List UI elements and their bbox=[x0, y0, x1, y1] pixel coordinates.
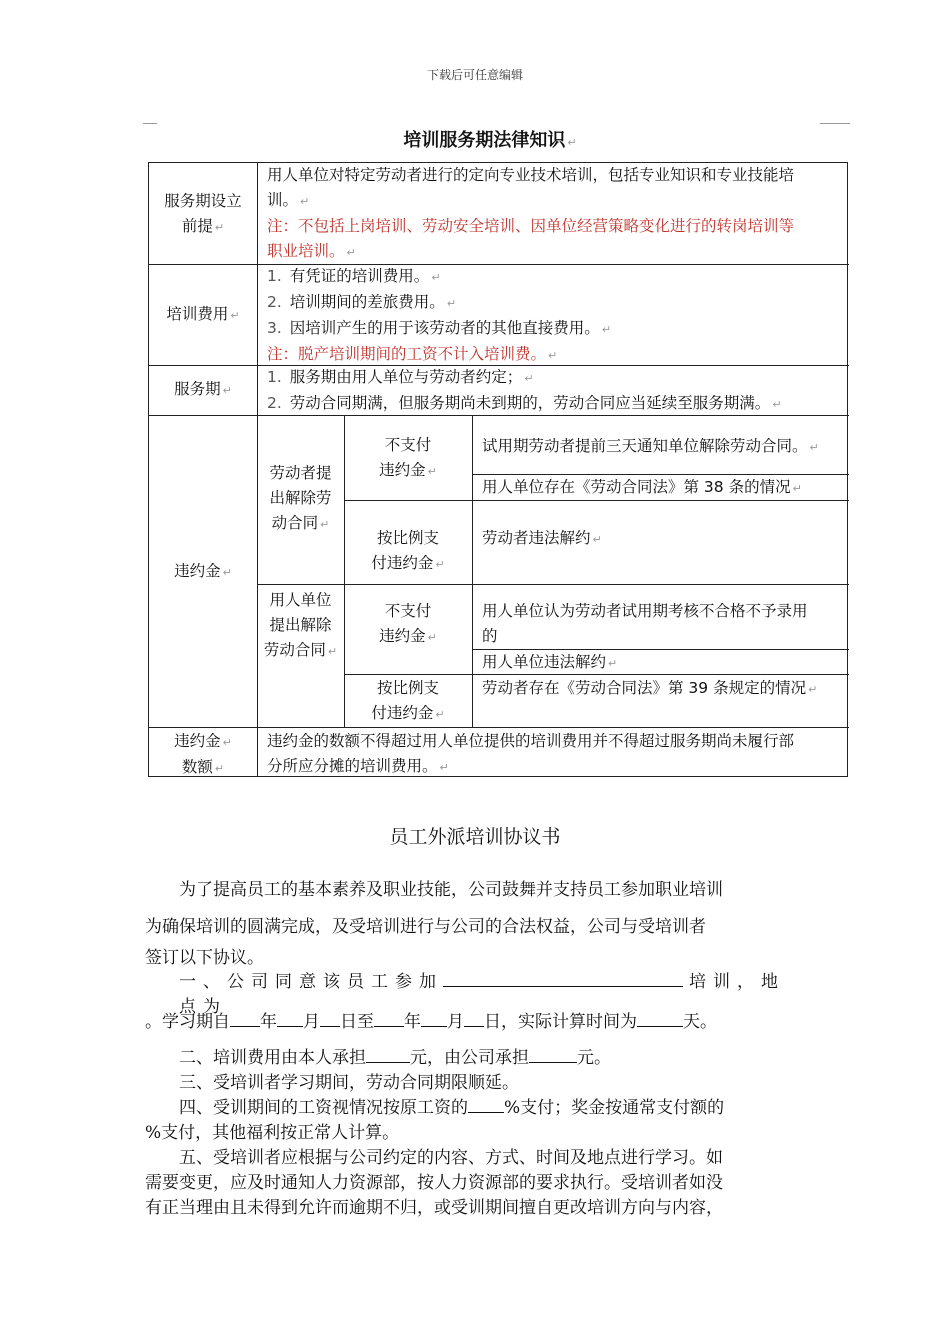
blank-end-month[interactable] bbox=[421, 1012, 447, 1027]
employee-no-pay-case-1: 试用期劳动者提前三天通知单位解除劳动合同。 ↵ bbox=[482, 437, 819, 455]
penalty-label: 违约金 ↵ bbox=[174, 562, 232, 580]
list-item: 1. 服务期由用人单位与劳动者约定； ↵ bbox=[267, 368, 534, 386]
blank-total-days[interactable] bbox=[637, 1012, 683, 1027]
blank-start-month[interactable] bbox=[277, 1012, 303, 1027]
amount-label: 违约金 ↵ 数额 ↵ bbox=[174, 732, 232, 776]
list-item: 2. 培训期间的差旅费用。 ↵ bbox=[267, 293, 457, 311]
employer-terminates-label: 用人单位 提出解除 劳动合同 ↵ bbox=[263, 591, 338, 659]
blank-start-day[interactable] bbox=[320, 1012, 340, 1027]
employer-prop-pay-label: 按比例支 付违约金 ↵ bbox=[371, 679, 445, 722]
blank-company-cost[interactable] bbox=[529, 1048, 577, 1063]
service-period-content bbox=[267, 365, 847, 417]
employer-no-pay-label: 不支付 违约金 ↵ bbox=[379, 602, 437, 645]
cost-label: 培训费用 ↵ bbox=[166, 305, 240, 323]
employer-prop-pay-case: 劳动者存在《劳动合同法》第 39 条规定的情况 ↵ bbox=[482, 679, 818, 697]
employer-no-pay-case-1: 用人单位认为劳动者试用期考核不合格不予录用 的 bbox=[482, 602, 808, 645]
clauses-2-4: 二、培训费用由本人承担 元，由公司承担 元。 三、受培训者学习期间，劳动合同期限顺延。 四、受训期间的工资视情况按原工资的 %支付；奖金按通常支付额的 %支付，其他福利按正常人计算。 五、受培训者应根据与公司约定的内容、方式、时间及地点进行学习。如 需要变更，应及时通知人力资源部，按人力资源部的要求执行。受培训者如没 有正当理由且未得到允许而逾期不归，或受训期间擅自更改培训方向与内容， bbox=[145, 1048, 725, 1218]
service-period-label: 服务期 ↵ bbox=[174, 380, 232, 398]
employee-no-pay-label: 不支付 违约金 ↵ bbox=[379, 436, 437, 479]
blank-training-name[interactable] bbox=[443, 972, 683, 987]
employee-terminates-label: 劳动者提 出解除劳 动合同 ↵ bbox=[269, 464, 332, 532]
clause-1: 一、公司同意该员工参加 培训，地点为 bbox=[179, 972, 785, 1017]
list-item: 3. 因培训产生的用于该劳动者的其他直接费用。 ↵ bbox=[267, 319, 612, 337]
blank-start-year[interactable] bbox=[230, 1012, 260, 1027]
employer-no-pay-case-2: 用人单位违法解约 ↵ bbox=[482, 653, 618, 671]
clause-1-dates: 。学习期自 年 月 日至 年 月 日，实际计算时间为 天。 bbox=[145, 1012, 717, 1032]
amount-content: 违约金的数额不得超过用人单位提供的培训费用并不得超过服务期尚未履行部 分所应分摊的培训费用。 ↵ bbox=[267, 732, 795, 775]
list-item: 2. 劳动合同期满，但服务期尚未到期的，劳动合同应当延续至服务期满。 ↵ bbox=[267, 394, 782, 412]
blank-self-cost[interactable] bbox=[366, 1048, 410, 1063]
employee-no-pay-case-2: 用人单位存在《劳动合同法》第 38 条的情况 ↵ bbox=[482, 478, 802, 496]
blank-salary-percent[interactable] bbox=[468, 1098, 504, 1113]
employee-prop-pay-label: 按比例支 付违约金 ↵ bbox=[371, 529, 445, 572]
header-rule-right bbox=[820, 123, 850, 124]
premise-label: 服务期设立 前提 ↵ bbox=[164, 192, 242, 235]
blank-end-year[interactable] bbox=[374, 1012, 404, 1027]
premise-content: 用人单位对特定劳动者进行的定向专业技术培训，包括专业知识和专业技能培 训。 ↵ 注：不包括上岗培训、劳动安全培训、因单位经营策略变化进行的转岗培训等 职业培训。 ↵ bbox=[267, 166, 795, 260]
list-item: 1. 有凭证的培训费用。 ↵ bbox=[267, 267, 441, 285]
table-title: 培训服务期法律知识 ↵ bbox=[403, 130, 577, 151]
header-rule-left bbox=[143, 123, 157, 124]
header-note: 下载后可任意编辑 bbox=[426, 68, 523, 82]
legal-knowledge-table bbox=[148, 162, 848, 777]
cost-content: 1. 有凭证的培训费用。 ↵ 2. 培训期间的差旅费用。 ↵ 3. 因培训产生的用于该劳动者的其他直接费用。 ↵ 注：脱产培训期间的工资不计入培训费。 ↵ bbox=[267, 264, 847, 368]
employee-prop-pay-case: 劳动者违法解约 ↵ bbox=[482, 529, 602, 547]
blank-end-day[interactable] bbox=[464, 1012, 484, 1027]
agreement-title: 员工外派培训协议书 bbox=[389, 826, 561, 848]
agreement-intro: 为了提高员工的基本素养及职业技能，公司鼓舞并支持员工参加职业培训 为确保培训的圆满完成，及受培训进行与公司的合法权益，公司与受培训者 签订以下协议。 bbox=[145, 880, 723, 968]
